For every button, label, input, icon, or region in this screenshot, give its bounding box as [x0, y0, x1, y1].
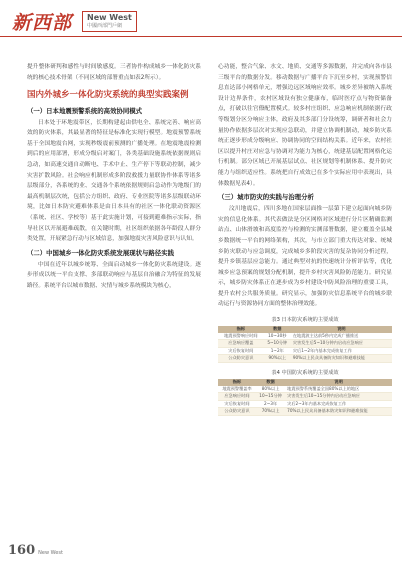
- subsection-title: （一）日本地震预警系统的高效协同模式: [27, 106, 143, 115]
- right-column: [218, 62, 392, 416]
- subsection-title: （三）城市防灾的实践与治理分析: [218, 193, 314, 202]
- page-header: [0, 0, 402, 34]
- paragraph: 日本处于环地震带区，长期构建起由供电全、系统完善、响应高效的防灾体系，其最显著的特征是标准化实现行模型。地震预警系统基于全国地震台网，实现秒级震前预测的广播处理。在地震地震检测到后的应用部署，形成分级启对案门，各类基础设施系统依据规则启急动，如高速交通自动断电、手术中止、生产停下等联动控制，减少灾害扩散风险。社会响应机制形成多阶段救援力量联协作体系等诸多层级部分，各系统的业、交通各个系统依据规则启急动作为地级门的最高机制层次统，包括公方组织、政府、专业医院等诸多层级联动环境，比如日本防灾避难体系是由日本具有的社区一体化联动资源区（系统、社区、学校等）基于此实施计划，可接到避难指示实际，指导社区以开展避难疏散，在关键时期，社区组织依据各年龄段人群分类处置，开展紧急行动与区域信息，加强地震灾害风险意识与认知。: [27, 119, 201, 243]
- paragraph: 提升整体研判和感性与时间敏感度。三者协作构成城乡一体化防灾系统的核心技术骨架（不同区域的部署重点如表2所示）。: [27, 64, 201, 81]
- subsection-title: （二）中国城乡一体化防灾系统发展现状与路径实践: [27, 248, 174, 257]
- table-cell: 灾害发生后5~10分钟内启动应急响应: [291, 340, 392, 348]
- table-china-outcomes: [218, 379, 392, 416]
- table-cell: 5~10分钟: [264, 340, 291, 348]
- table-cell: 70%以上: [256, 408, 285, 416]
- table-cell: 地震预警覆盖率: [218, 386, 256, 393]
- table-row: [218, 355, 392, 363]
- brand-box: [82, 11, 137, 32]
- table-cell: 灾后恢复时间: [218, 400, 256, 408]
- table-header-cell: 数据: [256, 379, 285, 386]
- table-caption: 表3 日本防灾系统的主要成效: [271, 317, 339, 324]
- table-header-cell: 数据: [264, 326, 291, 333]
- header-divider: [0, 36, 402, 37]
- magazine-logo: 新西部: [12, 12, 73, 34]
- brand-english: New West: [87, 13, 132, 22]
- table-cell: 灾后2~3年内基本完成恢复工作: [285, 400, 392, 408]
- table-cell: 10~15分钟: [256, 393, 285, 401]
- table-cell: 地震预警系统覆盖全国80%以上的地区: [285, 386, 392, 393]
- table-header-row: [218, 379, 392, 386]
- brand-chinese: 中國西部門戶網: [87, 23, 123, 29]
- section-title: 国内外城乡一体化防灾系统的典型实践案例: [27, 90, 189, 101]
- table-cell: 公众防灾意识: [218, 355, 264, 363]
- paragraph: 心功能，整合气象、水文、地质、交通等多源数据，并完成向各市县三级平台的数据分发。移动数据与广播平台下沉至乡村，实现预警信息直达部小网格单元，增强边远区域响应效率。城乡差异被纳入系统设计边界条件，农村区域设有独立健康布，临时医疗点与物资储备点，打破以往官僚配置模式。较多村庄组织、应急响应机制依据行政等级划分区分响应主体，政府及其多部门分设统筹，调研者和社会力量协作依据多层次对实现应急联动，并建立协调机制动，城乡防灾系统正逐步形成分级响应、协调协同的空间结构关系。近年来，农村社区以提升村庄对应急与协调对为能力为核心，统建基层配置网格化运行机制。部分区域已开展基层试点、社区规划等机制体系、提升防灾能力与组织适应性。系统把自行成效已在多个实际应用中表现出，具体数据见表4）。: [218, 64, 392, 187]
- table-cell: 灾后1~2年内基本完成恢复工作: [291, 347, 392, 355]
- table-header-row: [218, 326, 392, 333]
- table-cell: 地震预警响应时间: [218, 333, 264, 340]
- table-japan-outcomes: [218, 326, 392, 363]
- table-cell: 80%以上: [256, 386, 285, 393]
- table-row: [218, 386, 392, 393]
- table-row: [218, 393, 392, 401]
- table-row: [218, 408, 392, 416]
- paragraph: 中国在近年以城乡统筹、全面启动城乡一体化防灾系统建设。逐步形成以统一平台支撑、多部联动响应与基层自治融合为特征的发展路径。系统平台以城市数据、灾情与城乡系统模块为核心，: [27, 261, 201, 289]
- page-number: 160: [8, 543, 36, 558]
- table-header-cell: 指标: [218, 379, 256, 386]
- table-header-cell: 说明: [291, 326, 392, 333]
- table-cell: 应急响应覆盖: [218, 340, 264, 348]
- table-cell: 应急响应时间: [218, 393, 256, 401]
- table-cell: 10~30秒: [264, 333, 291, 340]
- table-header-cell: 说明: [285, 379, 392, 386]
- page-footer: [8, 539, 63, 558]
- table-row: [218, 400, 392, 408]
- table-cell: 灾后恢复时间: [218, 347, 264, 355]
- table-cell: 90%以上: [264, 355, 291, 363]
- table-header-cell: 指标: [218, 326, 264, 333]
- table-cell: 灾害发生后10~15分钟内启动应急响应: [285, 393, 392, 401]
- table-row: [218, 340, 392, 348]
- left-column: [27, 62, 201, 292]
- paragraph: 汶川地震后，四川多地在国家层面推一层第下建立起面向城乡防灾的信息化体系。其代表做法是分区网格对区域进行分片区精确监测站点、山体滑坡和高度监控与检测的实测部署数据，建立覆盖全县城乡数据统一平台的网络架构，其次，与市立部门重大传达对象、统城乡防灾联动与应急调度，完成城乡多阶段灾害的复杂协同分析过程，提升乡镇基层应急能力。通过典型对抗的快速统计分析评估等，优化城乡应急预案的规划分配机制，提升乡村灾害风险防范能力。研究显示，城乡防灾体系正在逐步成为乡村建设中防风险治理的重要工具，提升农村公共服务质量。研究显示，加强防灾信息系统平台的城乡联动运行与资源协同方面的整体治理效能。: [218, 206, 392, 308]
- table-cell: 2~3年: [256, 400, 285, 408]
- table-cell: 1~2年: [264, 347, 291, 355]
- footer-tag: New West: [38, 550, 63, 556]
- table-row: [218, 333, 392, 340]
- table-cell: 90%以上民众具备防灾知识和避难技能: [291, 355, 392, 363]
- table-cell: 公众防灾意识: [218, 408, 256, 416]
- table-cell: 70%以上民众具备基本防灾知识和避难技能: [285, 408, 392, 416]
- table-caption: 表4 中国防灾系统的主要成效: [271, 370, 339, 377]
- table-row: [218, 347, 392, 355]
- table-cell: 在地震波主达前5秒内完成广播推送: [291, 333, 392, 340]
